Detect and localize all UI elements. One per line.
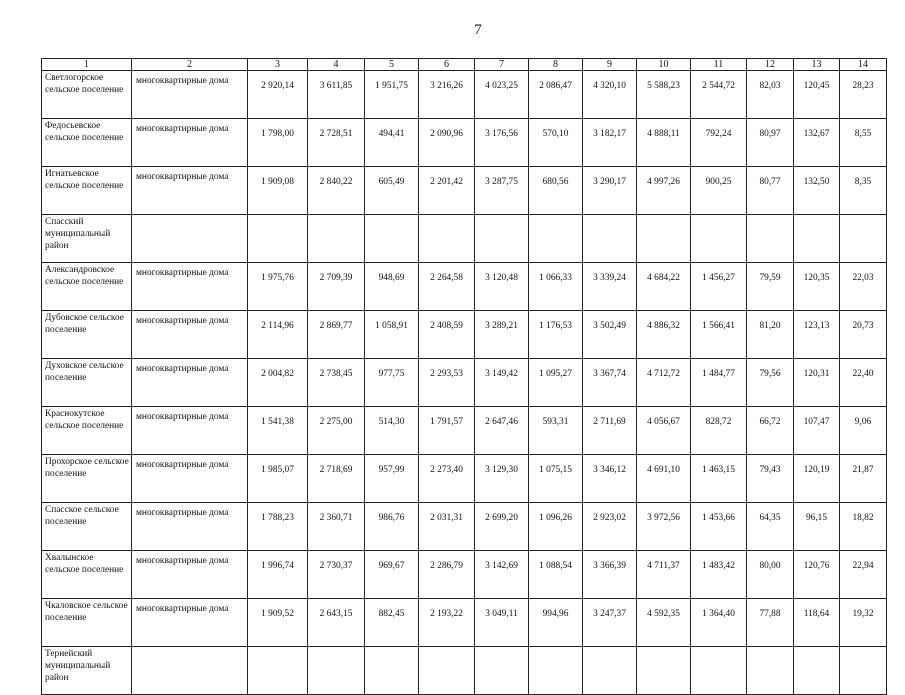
row-settlement-name: Прохорское сельское поселение <box>42 455 132 503</box>
value-cell-col-5: 957,99 <box>365 455 419 503</box>
row-settlement-name: Спасский муниципальный район <box>42 215 132 263</box>
value-cell-col-10 <box>637 215 691 263</box>
value-cell-col-4: 2 718,69 <box>308 455 365 503</box>
value-cell-col-4: 2 869,77 <box>308 311 365 359</box>
value-cell-col-12: 64,35 <box>747 503 794 551</box>
value-cell-col-3 <box>248 215 308 263</box>
value-cell-col-14: 22,94 <box>840 551 887 599</box>
value-cell-col-5: 494,41 <box>365 119 419 167</box>
column-header-10: 10 <box>637 59 691 71</box>
value-cell-col-7: 3 129,30 <box>475 455 529 503</box>
value-cell-col-12: 81,20 <box>747 311 794 359</box>
value-cell-col-5: 969,67 <box>365 551 419 599</box>
value-cell-col-6: 2 286,79 <box>419 551 475 599</box>
table-body <box>42 71 887 695</box>
value-cell-col-5 <box>365 647 419 695</box>
value-cell-col-9: 3 339,24 <box>583 263 637 311</box>
value-cell-col-4: 2 275,00 <box>308 407 365 455</box>
value-cell-col-14: 18,82 <box>840 503 887 551</box>
value-cell-col-9: 2 923,02 <box>583 503 637 551</box>
row-housing-type: многоквартирные дома <box>132 359 248 407</box>
value-cell-col-3: 1 996,74 <box>248 551 308 599</box>
value-cell-col-8: 1 088,54 <box>529 551 583 599</box>
value-cell-col-7: 3 149,42 <box>475 359 529 407</box>
value-cell-col-5: 1 951,75 <box>365 71 419 119</box>
value-cell-col-9: 3 290,17 <box>583 167 637 215</box>
value-cell-col-12: 82,03 <box>747 71 794 119</box>
column-header-9: 9 <box>583 59 637 71</box>
row-settlement-name: Спасское сельское поселение <box>42 503 132 551</box>
value-cell-col-11: 2 544,72 <box>691 71 747 119</box>
value-cell-col-4: 2 840,22 <box>308 167 365 215</box>
row-housing-type: многоквартирные дома <box>132 503 248 551</box>
value-cell-col-12: 80,77 <box>747 167 794 215</box>
value-cell-col-6: 2 264,58 <box>419 263 475 311</box>
value-cell-col-8: 570,10 <box>529 119 583 167</box>
value-cell-col-9: 3 366,39 <box>583 551 637 599</box>
value-cell-col-14: 22,40 <box>840 359 887 407</box>
table-header-row <box>42 59 887 71</box>
row-settlement-name: Светлогорское сельское поселение <box>42 71 132 119</box>
value-cell-col-5: 986,76 <box>365 503 419 551</box>
value-cell-col-13: 120,31 <box>794 359 840 407</box>
value-cell-col-11: 828,72 <box>691 407 747 455</box>
value-cell-col-6: 2 090,96 <box>419 119 475 167</box>
value-cell-col-6: 2 408,59 <box>419 311 475 359</box>
value-cell-col-11: 792,24 <box>691 119 747 167</box>
value-cell-col-10: 4 711,37 <box>637 551 691 599</box>
value-cell-col-13: 123,13 <box>794 311 840 359</box>
value-cell-col-6: 3 216,26 <box>419 71 475 119</box>
value-cell-col-3: 1 541,38 <box>248 407 308 455</box>
row-settlement-name: Тернейский муниципальный район <box>42 647 132 695</box>
value-cell-col-6: 2 193,22 <box>419 599 475 647</box>
value-cell-col-11: 1 456,27 <box>691 263 747 311</box>
value-cell-col-11: 1 483,42 <box>691 551 747 599</box>
row-settlement-name: Александровское сельское поселение <box>42 263 132 311</box>
value-cell-col-6: 2 201,42 <box>419 167 475 215</box>
value-cell-col-8 <box>529 647 583 695</box>
value-cell-col-7 <box>475 647 529 695</box>
value-cell-col-3: 2 004,82 <box>248 359 308 407</box>
value-cell-col-14: 21,87 <box>840 455 887 503</box>
row-settlement-name: Краснокутское сельское поселение <box>42 407 132 455</box>
value-cell-col-11: 1 463,15 <box>691 455 747 503</box>
value-cell-col-10: 4 592,35 <box>637 599 691 647</box>
value-cell-col-12 <box>747 215 794 263</box>
value-cell-col-8: 1 075,15 <box>529 455 583 503</box>
value-cell-col-8: 593,31 <box>529 407 583 455</box>
value-cell-col-5: 882,45 <box>365 599 419 647</box>
column-header-14: 14 <box>840 59 887 71</box>
value-cell-col-10 <box>637 647 691 695</box>
value-cell-col-13: 120,45 <box>794 71 840 119</box>
value-cell-col-12: 66,72 <box>747 407 794 455</box>
value-cell-col-12 <box>747 647 794 695</box>
value-cell-col-7: 4 023,25 <box>475 71 529 119</box>
table-row <box>42 167 887 215</box>
value-cell-col-9: 3 182,17 <box>583 119 637 167</box>
row-housing-type: многоквартирные дома <box>132 119 248 167</box>
value-cell-col-14 <box>840 215 887 263</box>
value-cell-col-5 <box>365 215 419 263</box>
value-cell-col-6: 2 293,53 <box>419 359 475 407</box>
value-cell-col-11: 1 566,41 <box>691 311 747 359</box>
value-cell-col-8: 1 096,26 <box>529 503 583 551</box>
column-header-2: 2 <box>132 59 248 71</box>
value-cell-col-8: 1 176,53 <box>529 311 583 359</box>
value-cell-col-6: 2 031,31 <box>419 503 475 551</box>
value-cell-col-8: 1 095,27 <box>529 359 583 407</box>
value-cell-col-5: 948,69 <box>365 263 419 311</box>
table-row <box>42 215 887 263</box>
value-cell-col-13: 118,64 <box>794 599 840 647</box>
value-cell-col-10: 4 997,26 <box>637 167 691 215</box>
table-row <box>42 407 887 455</box>
value-cell-col-4: 2 730,37 <box>308 551 365 599</box>
value-cell-col-10: 4 684,22 <box>637 263 691 311</box>
table-row <box>42 647 887 695</box>
value-cell-col-4: 2 643,15 <box>308 599 365 647</box>
value-cell-col-8: 680,56 <box>529 167 583 215</box>
value-cell-col-4: 3 611,85 <box>308 71 365 119</box>
value-cell-col-12: 79,56 <box>747 359 794 407</box>
value-cell-col-13: 132,67 <box>794 119 840 167</box>
value-cell-col-10: 5 588,23 <box>637 71 691 119</box>
column-header-4: 4 <box>308 59 365 71</box>
table-row <box>42 311 887 359</box>
column-header-7: 7 <box>475 59 529 71</box>
table-row <box>42 503 887 551</box>
value-cell-col-13 <box>794 215 840 263</box>
row-settlement-name: Дубовское сельское поселение <box>42 311 132 359</box>
column-header-11: 11 <box>691 59 747 71</box>
row-settlement-name: Игнатьевское сельское поселение <box>42 167 132 215</box>
column-header-3: 3 <box>248 59 308 71</box>
value-cell-col-14: 28,23 <box>840 71 887 119</box>
value-cell-col-11 <box>691 647 747 695</box>
value-cell-col-10: 4 712,72 <box>637 359 691 407</box>
row-housing-type: многоквартирные дома <box>132 407 248 455</box>
column-header-1: 1 <box>42 59 132 71</box>
table-row <box>42 359 887 407</box>
value-cell-col-9: 2 711,69 <box>583 407 637 455</box>
value-cell-col-4: 2 738,45 <box>308 359 365 407</box>
value-cell-col-4: 2 360,71 <box>308 503 365 551</box>
value-cell-col-4 <box>308 215 365 263</box>
value-cell-col-14: 9,06 <box>840 407 887 455</box>
page-number: 7 <box>474 22 482 38</box>
row-housing-type: многоквартирные дома <box>132 599 248 647</box>
column-header-5: 5 <box>365 59 419 71</box>
value-cell-col-10: 3 972,56 <box>637 503 691 551</box>
value-cell-col-6 <box>419 647 475 695</box>
table-row <box>42 551 887 599</box>
value-cell-col-4: 2 709,39 <box>308 263 365 311</box>
value-cell-col-11: 1 453,66 <box>691 503 747 551</box>
value-cell-col-12: 79,59 <box>747 263 794 311</box>
value-cell-col-13: 120,19 <box>794 455 840 503</box>
value-cell-col-3: 1 788,23 <box>248 503 308 551</box>
value-cell-col-9: 4 320,10 <box>583 71 637 119</box>
value-cell-col-3: 1 909,52 <box>248 599 308 647</box>
value-cell-col-14: 20,73 <box>840 311 887 359</box>
value-cell-col-3: 1 975,76 <box>248 263 308 311</box>
value-cell-col-11: 900,25 <box>691 167 747 215</box>
value-cell-col-5: 605,49 <box>365 167 419 215</box>
data-table <box>41 58 887 695</box>
value-cell-col-7: 3 049,11 <box>475 599 529 647</box>
value-cell-col-13: 120,35 <box>794 263 840 311</box>
row-housing-type: многоквартирные дома <box>132 311 248 359</box>
value-cell-col-14: 19,32 <box>840 599 887 647</box>
value-cell-col-5: 1 058,91 <box>365 311 419 359</box>
row-housing-type <box>132 647 248 695</box>
value-cell-col-6: 1 791,57 <box>419 407 475 455</box>
row-housing-type: многоквартирные дома <box>132 263 248 311</box>
value-cell-col-8: 994,96 <box>529 599 583 647</box>
value-cell-col-10: 4 886,32 <box>637 311 691 359</box>
value-cell-col-4: 2 728,51 <box>308 119 365 167</box>
value-cell-col-13: 132,50 <box>794 167 840 215</box>
value-cell-col-3 <box>248 647 308 695</box>
value-cell-col-10: 4 691,10 <box>637 455 691 503</box>
table-row <box>42 455 887 503</box>
value-cell-col-11: 1 364,40 <box>691 599 747 647</box>
value-cell-col-3: 2 114,96 <box>248 311 308 359</box>
value-cell-col-7: 3 120,48 <box>475 263 529 311</box>
row-housing-type: многоквартирные дома <box>132 551 248 599</box>
value-cell-col-9: 3 247,37 <box>583 599 637 647</box>
value-cell-col-11: 1 484,77 <box>691 359 747 407</box>
row-settlement-name: Федосьевское сельское поселение <box>42 119 132 167</box>
row-housing-type: многоквартирные дома <box>132 167 248 215</box>
value-cell-col-7: 3 289,21 <box>475 311 529 359</box>
value-cell-col-13: 107,47 <box>794 407 840 455</box>
table-row <box>42 119 887 167</box>
column-header-13: 13 <box>794 59 840 71</box>
value-cell-col-7 <box>475 215 529 263</box>
value-cell-col-6 <box>419 215 475 263</box>
value-cell-col-7: 2 699,20 <box>475 503 529 551</box>
row-housing-type: многоквартирные дома <box>132 71 248 119</box>
value-cell-col-12: 79,43 <box>747 455 794 503</box>
value-cell-col-14 <box>840 647 887 695</box>
value-cell-col-5: 977,75 <box>365 359 419 407</box>
value-cell-col-10: 4 056,67 <box>637 407 691 455</box>
value-cell-col-8 <box>529 215 583 263</box>
table-row <box>42 71 887 119</box>
value-cell-col-13 <box>794 647 840 695</box>
column-header-6: 6 <box>419 59 475 71</box>
value-cell-col-7: 2 647,46 <box>475 407 529 455</box>
value-cell-col-13: 120,76 <box>794 551 840 599</box>
value-cell-col-14: 8,55 <box>840 119 887 167</box>
value-cell-col-14: 22,03 <box>840 263 887 311</box>
value-cell-col-5: 514,30 <box>365 407 419 455</box>
column-header-8: 8 <box>529 59 583 71</box>
value-cell-col-12: 80,97 <box>747 119 794 167</box>
value-cell-col-9 <box>583 647 637 695</box>
value-cell-col-3: 2 920,14 <box>248 71 308 119</box>
row-settlement-name: Духовское сельское поселение <box>42 359 132 407</box>
row-settlement-name: Хвалынское сельское поселение <box>42 551 132 599</box>
column-header-12: 12 <box>747 59 794 71</box>
value-cell-col-3: 1 985,07 <box>248 455 308 503</box>
value-cell-col-3: 1 909,08 <box>248 167 308 215</box>
value-cell-col-9 <box>583 215 637 263</box>
value-cell-col-14: 8,35 <box>840 167 887 215</box>
value-cell-col-6: 2 273,40 <box>419 455 475 503</box>
table-row <box>42 263 887 311</box>
value-cell-col-10: 4 888,11 <box>637 119 691 167</box>
value-cell-col-9: 3 346,12 <box>583 455 637 503</box>
value-cell-col-12: 77,88 <box>747 599 794 647</box>
value-cell-col-12: 80,00 <box>747 551 794 599</box>
row-settlement-name: Чкаловское сельское поселение <box>42 599 132 647</box>
value-cell-col-7: 3 287,75 <box>475 167 529 215</box>
value-cell-col-3: 1 798,00 <box>248 119 308 167</box>
value-cell-col-8: 1 066,33 <box>529 263 583 311</box>
value-cell-col-11 <box>691 215 747 263</box>
value-cell-col-8: 2 086,47 <box>529 71 583 119</box>
value-cell-col-7: 3 176,56 <box>475 119 529 167</box>
value-cell-col-4 <box>308 647 365 695</box>
value-cell-col-13: 96,15 <box>794 503 840 551</box>
row-housing-type: многоквартирные дома <box>132 455 248 503</box>
row-housing-type <box>132 215 248 263</box>
table-row <box>42 599 887 647</box>
value-cell-col-7: 3 142,69 <box>475 551 529 599</box>
value-cell-col-9: 3 367,74 <box>583 359 637 407</box>
value-cell-col-9: 3 502,49 <box>583 311 637 359</box>
